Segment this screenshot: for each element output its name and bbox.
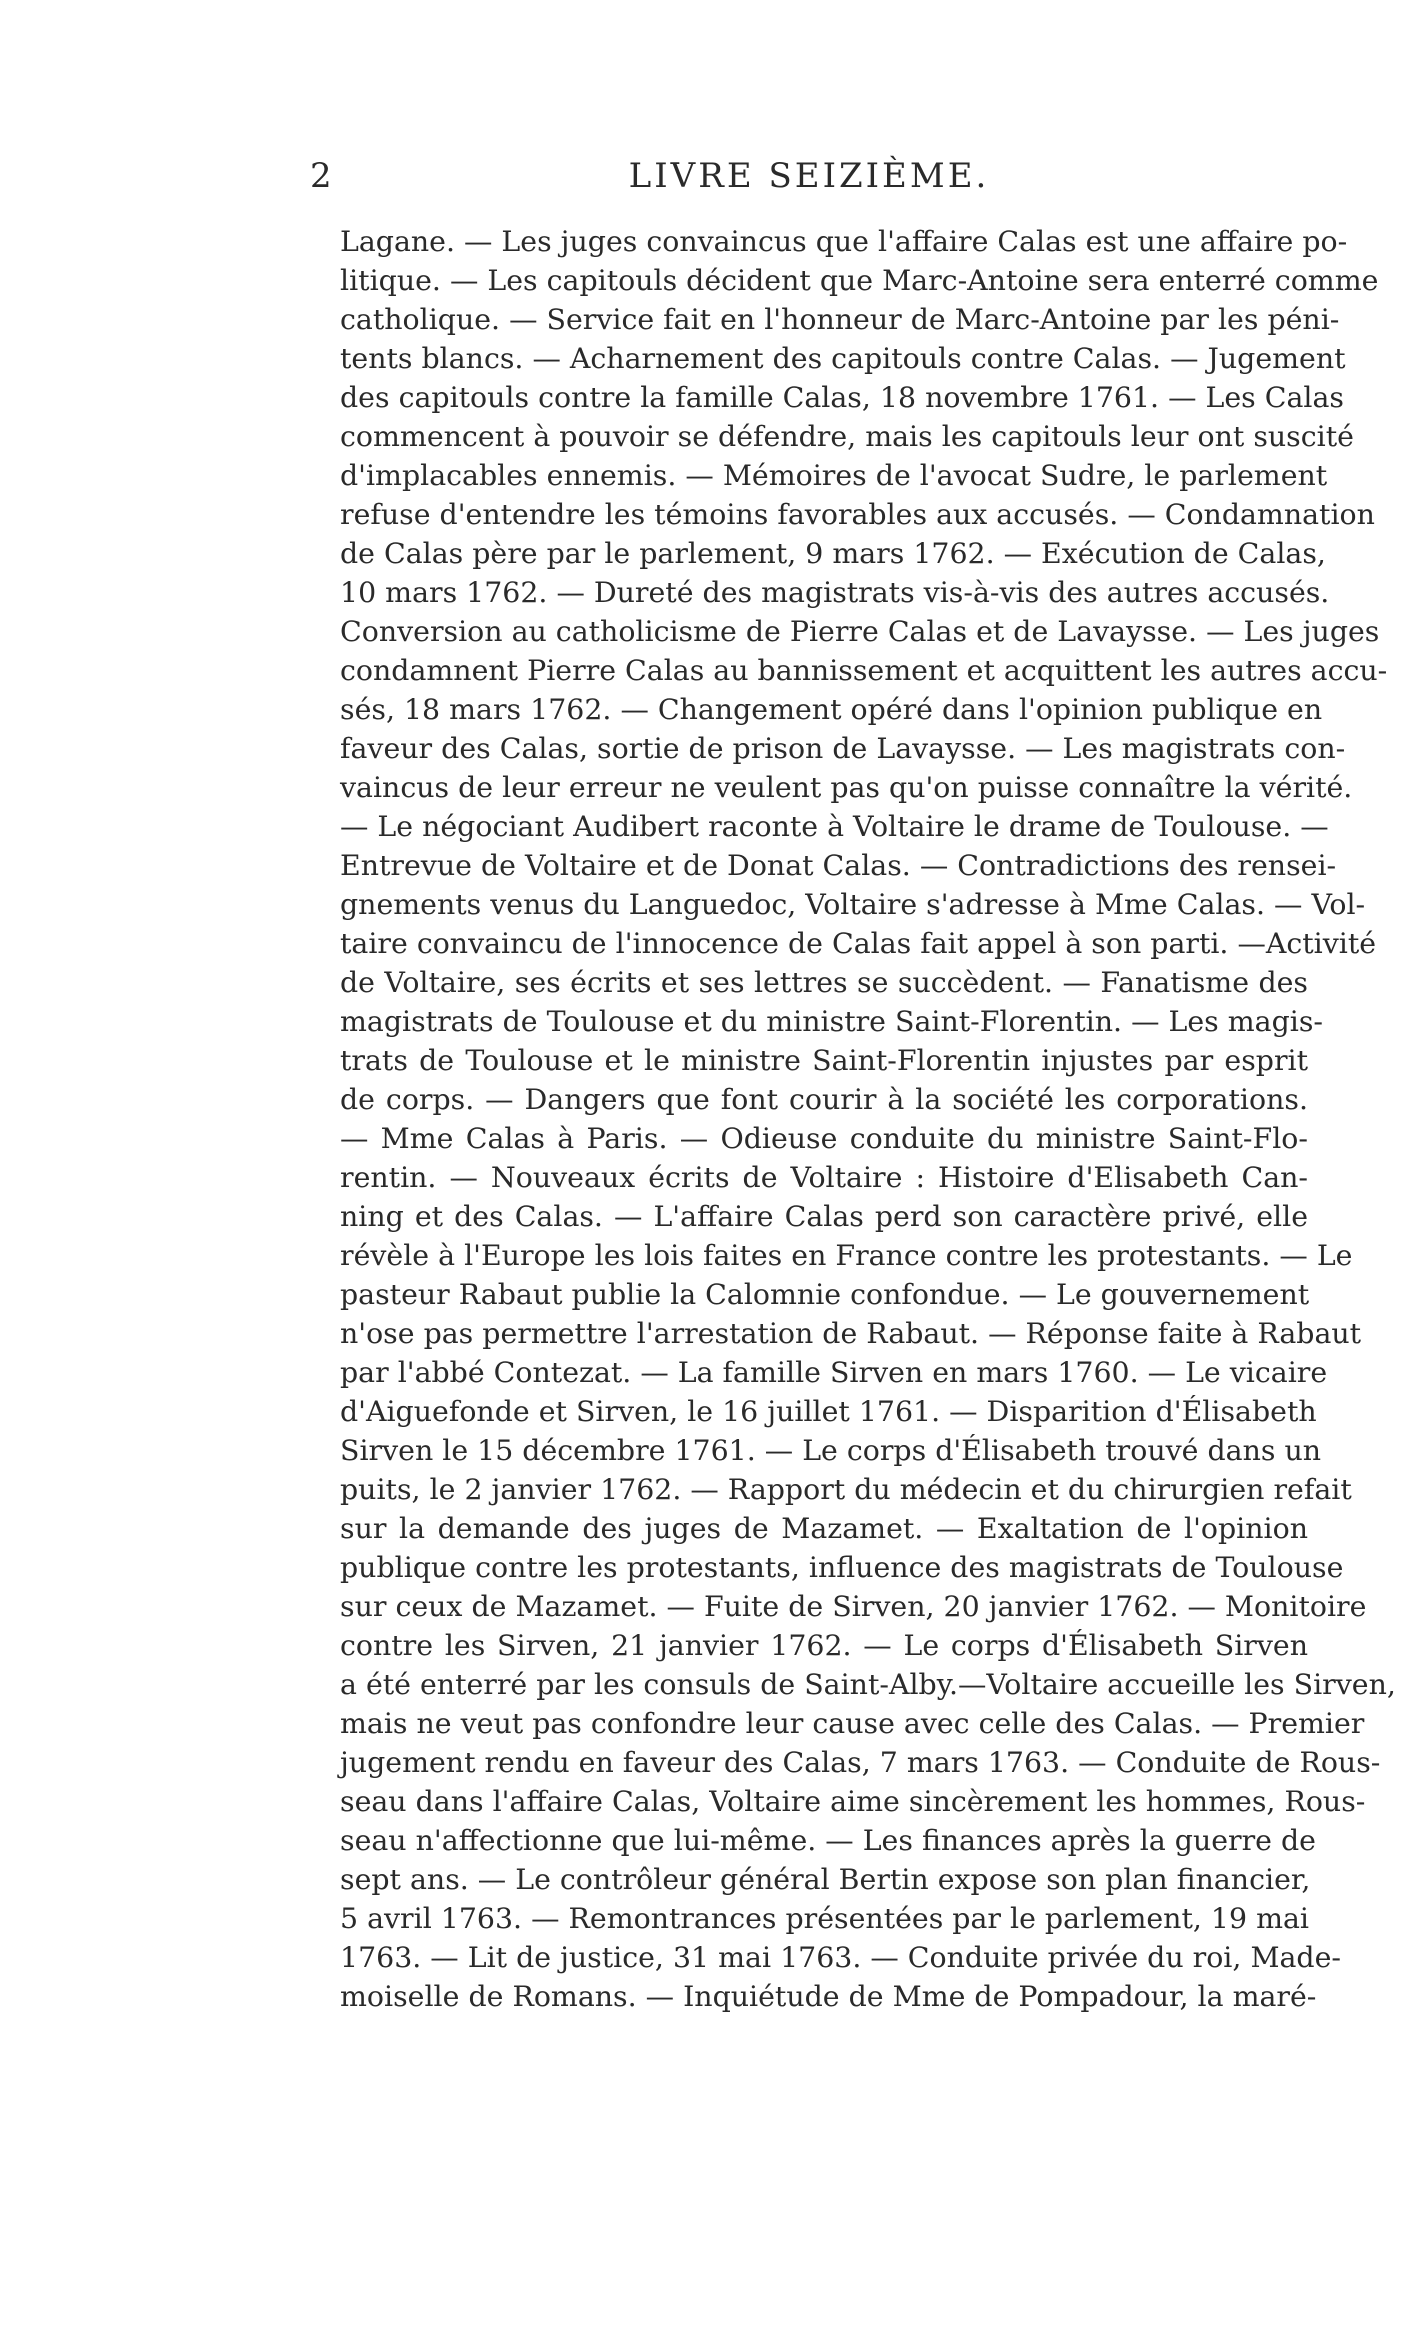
summary-line: magistrats de Toulouse et du ministre Saint-Florentin. — Les magis-	[340, 1005, 1324, 1038]
summary-line: commencent à pouvoir se défendre, mais les capitouls leur ont suscité	[340, 420, 1354, 453]
summary-line: tents blancs. — Acharnement des capitouls contre Calas. — Jugement	[340, 342, 1346, 375]
summary-line: gnements venus du Languedoc, Voltaire s'adresse à Mme Calas. — Vol-	[340, 888, 1366, 921]
summary-line: n'ose pas permettre l'arrestation de Rabaut. — Réponse faite à Rabaut	[340, 1317, 1362, 1350]
summary-line: a été enterré par les consuls de Saint-Alby.—Voltaire accueille les Sirven,	[340, 1668, 1396, 1701]
summary-line: contre les Sirven, 21 janvier 1762. — Le corps d'Élisabeth Sirven	[340, 1629, 1308, 1662]
summary-line: mais ne veut pas confondre leur cause avec celle des Calas. — Premier	[340, 1707, 1365, 1740]
summary-line: publique contre les protestants, influence des magistrats de Toulouse	[340, 1551, 1344, 1584]
summary-line: seau n'affectionne que lui-même. — Les finances après la guerre de	[340, 1824, 1316, 1857]
summary-line: taire convaincu de l'innocence de Calas fait appel à son parti. —Activité	[340, 927, 1377, 960]
summary-line: refuse d'entendre les témoins favorables aux accusés. — Condamnation	[340, 498, 1375, 531]
summary-line: ning et des Calas. — L'affaire Calas perd son caractère privé, elle	[340, 1200, 1308, 1233]
summary-line: pasteur Rabaut publie la Calomnie confondue. — Le gouvernement	[340, 1278, 1310, 1311]
summary-line: de Calas père par le parlement, 9 mars 1762. — Exécution de Calas,	[340, 537, 1326, 570]
summary-line: jugement rendu en faveur des Calas, 7 mars 1763. — Conduite de Rous-	[340, 1746, 1381, 1779]
page-number: 2	[310, 156, 333, 196]
summary-line: d'implacables ennemis. — Mémoires de l'avocat Sudre, le parlement	[340, 459, 1328, 492]
summary-line: 5 avril 1763. — Remontrances présentées par le parlement, 19 mai	[340, 1902, 1309, 1935]
summary-line: par l'abbé Contezat. — La famille Sirven en mars 1760. — Le vicaire	[340, 1356, 1328, 1389]
summary-line: de corps. — Dangers que font courir à la société les corporations.	[340, 1083, 1308, 1116]
summary-line: trats de Toulouse et le ministre Saint-Florentin injustes par esprit	[340, 1044, 1308, 1077]
summary-line: de Voltaire, ses écrits et ses lettres se succèdent. — Fanatisme des	[340, 966, 1308, 999]
summary-line: 1763. — Lit de justice, 31 mai 1763. — Conduite privée du roi, Made-	[340, 1941, 1342, 1974]
page-header	[310, 152, 1308, 200]
summary-line: faveur des Calas, sortie de prison de Lavaysse. — Les magistrats con-	[340, 732, 1346, 765]
summary-line: d'Aiguefonde et Sirven, le 16 juillet 1761. — Disparition d'Élisabeth	[340, 1395, 1317, 1428]
summary-line: Lagane. — Les juges convaincus que l'affaire Calas est une affaire po-	[340, 225, 1348, 258]
summary-line: moiselle de Romans. — Inquiétude de Mme de Pompadour, la maré-	[340, 1980, 1317, 2013]
summary-line: — Mme Calas à Paris. — Odieuse conduite du ministre Saint-Flo-	[340, 1122, 1308, 1155]
summary-line: sur la demande des juges de Mazamet. — Exaltation de l'opinion	[340, 1512, 1308, 1545]
summary-line: sur ceux de Mazamet. — Fuite de Sirven, 20 janvier 1762. — Monitoire	[340, 1590, 1367, 1623]
summary-line: catholique. — Service fait en l'honneur de Marc-Antoine par les péni-	[340, 303, 1340, 336]
summary-line: révèle à l'Europe les lois faites en France contre les protestants. — Le	[340, 1239, 1353, 1272]
summary-line: puits, le 2 janvier 1762. — Rapport du médecin et du chirurgien refait	[340, 1473, 1352, 1506]
summary-line: vaincus de leur erreur ne veulent pas qu'on puisse connaître la vérité.	[340, 771, 1353, 804]
chapter-summary	[340, 222, 1396, 2016]
summary-line: condamnent Pierre Calas au bannissement et acquittent les autres accu-	[340, 654, 1388, 687]
summary-line: Sirven le 15 décembre 1761. — Le corps d'Élisabeth trouvé dans un	[340, 1434, 1322, 1467]
summary-line: sept ans. — Le contrôleur général Bertin expose son plan financier,	[340, 1863, 1311, 1896]
summary-line: — Le négociant Audibert raconte à Voltaire le drame de Toulouse. —	[340, 810, 1329, 843]
summary-line: rentin. — Nouveaux écrits de Voltaire : Histoire d'Elisabeth Can-	[340, 1161, 1308, 1194]
summary-line: Entrevue de Voltaire et de Donat Calas. — Contradictions des rensei-	[340, 849, 1337, 882]
summary-line: 10 mars 1762. — Dureté des magistrats vis-à-vis des autres accusés.	[340, 576, 1330, 609]
summary-line: seau dans l'affaire Calas, Voltaire aime sincèrement les hommes, Rous-	[340, 1785, 1366, 1818]
summary-line: sés, 18 mars 1762. — Changement opéré dans l'opinion publique en	[340, 693, 1323, 726]
running-title: LIVRE SEIZIÈME.	[628, 156, 990, 196]
summary-line: Conversion au catholicisme de Pierre Calas et de Lavaysse. — Les juges	[340, 615, 1380, 648]
summary-line: litique. — Les capitouls décident que Marc-Antoine sera enterré comme	[340, 264, 1379, 297]
summary-line: des capitouls contre la famille Calas, 18 novembre 1761. — Les Calas	[340, 381, 1344, 414]
